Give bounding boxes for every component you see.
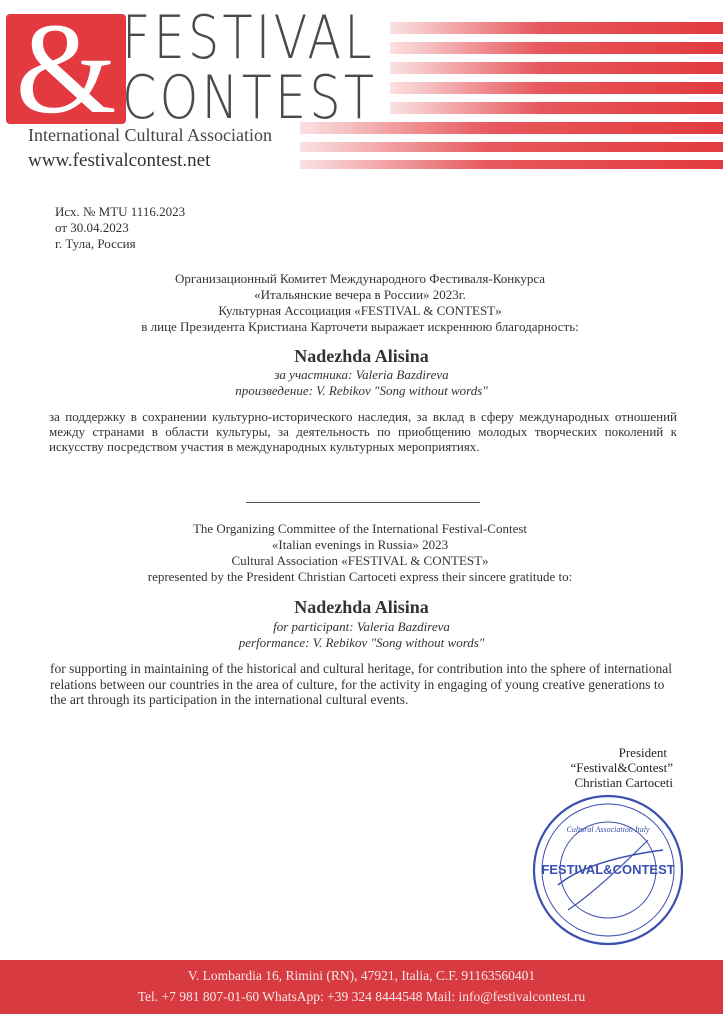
ampersand-glyph: & <box>15 14 117 124</box>
ampersand-logo-icon <box>6 14 126 124</box>
en-line2: «Italian evenings in Russia» 2023 <box>271 537 449 552</box>
official-stamp <box>528 790 688 950</box>
ru-recipient-name: Nadezhda Alisina <box>294 346 429 366</box>
en-line1: The Organizing Committee of the International Festival-Contest <box>192 521 528 536</box>
en-participant: for participant: Valeria Bazdireva <box>273 619 450 634</box>
en-details <box>0 619 723 651</box>
signature-org: “Festival&Contest” <box>570 760 673 775</box>
association-name: International Cultural Association <box>28 125 272 145</box>
signature-person: Christian Cartoceti <box>574 775 673 790</box>
ru-details <box>0 367 723 399</box>
reference-city: г. Тула, Россия <box>55 236 136 251</box>
reference-block <box>55 204 185 252</box>
footer-contacts: Tel. +7 981 807-01-60 WhatsApp: +39 324 8444548 Mail: info@festivalcontest.ru <box>137 989 586 1004</box>
ru-intro <box>40 271 680 335</box>
ru-work: произведение: V. Rebikov "Song without words" <box>235 383 488 398</box>
ru-line3: Культурная Ассоциация «FESTIVAL & CONTEST» <box>218 303 502 318</box>
ru-line1: Организационный Комитет Международного Фестиваля-Конкурса <box>174 271 546 286</box>
section-divider <box>246 502 480 503</box>
en-line4: represented by the President Christian Cartoceti express their sincere gratitude to: <box>147 569 573 584</box>
en-intro <box>40 521 680 585</box>
ru-participant: за участника: Valeria Bazdireva <box>274 367 449 382</box>
stamp-center-text: FESTIVAL&CONTEST <box>541 862 675 877</box>
en-line3: Cultural Association «FESTIVAL & CONTEST» <box>231 553 489 568</box>
en-recipient-name: Nadezhda Alisina <box>294 597 429 617</box>
ru-line2: «Итальянские вечера в России» 2023г. <box>254 287 466 302</box>
signature-title: President <box>618 745 667 760</box>
ru-body: за поддержку в сохранении культурно-исторического наследия, за вклад в сферу международных отношений между странами в области культуры, за деятельность по приобщению молодых творческих поколений к искусству посредством участия в международных культурных мероприятиях. <box>49 409 677 454</box>
ru-line4: в лице Президента Кристиана Карточети выражает искреннюю благодарность: <box>141 319 579 334</box>
logo-title-festival: FESTIVAL <box>122 3 376 73</box>
website-link[interactable]: www.festivalcontest.net <box>28 150 211 171</box>
en-body: for supporting in maintaining of the historical and cultural heritage, for contribution into the sphere of international relations between our countries in the area of culture, for the activity in engaging of young creative generations to the art through its participation in the international cultural events. <box>50 661 672 707</box>
stamp-top-text: Cultural Association Italy <box>566 825 650 834</box>
en-work: performance: V. Rebikov "Song without words" <box>238 635 485 650</box>
footer-bar <box>0 960 723 1014</box>
reference-date: от 30.04.2023 <box>55 220 129 235</box>
reference-number: Исх. № MTU 1116.2023 <box>55 204 186 219</box>
footer-address: V. Lombardia 16, Rimini (RN), 47921, Italia, C.F. 91163560401 <box>187 968 536 983</box>
logo-title-contest: CONTEST <box>122 63 378 133</box>
signature-block <box>570 745 673 790</box>
